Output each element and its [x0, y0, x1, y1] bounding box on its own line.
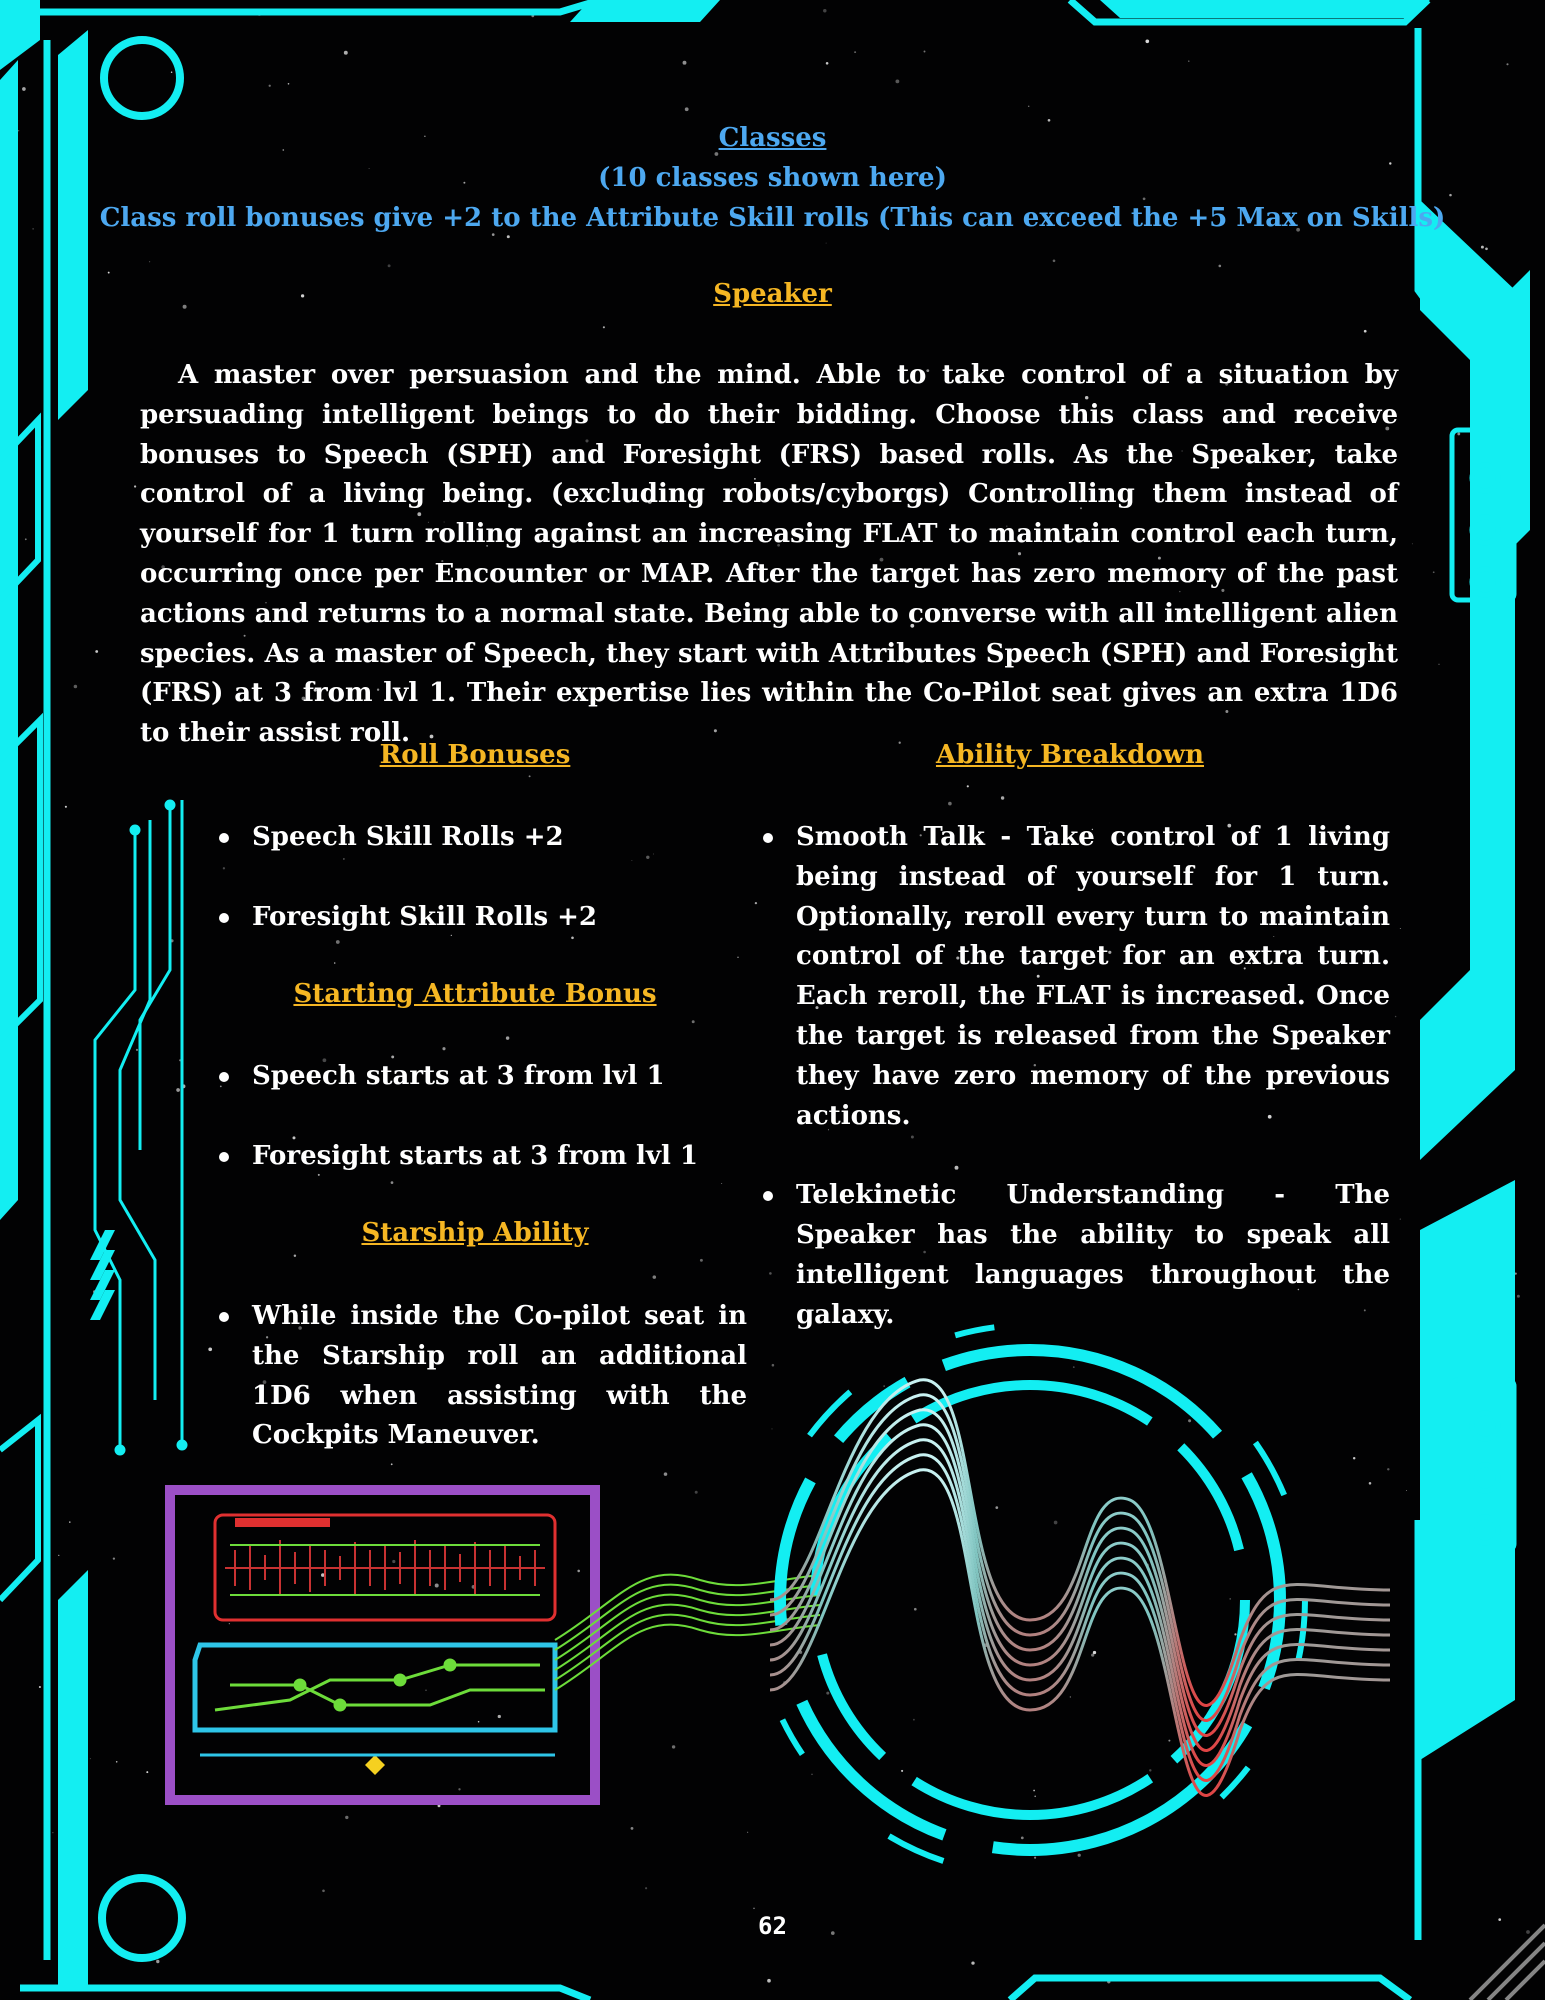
class-count-note: (10 classes shown here): [598, 163, 947, 193]
wave-emblem: [755, 1325, 1390, 1875]
red-waveform: [225, 1540, 545, 1596]
ability-breakdown-list: [796, 818, 1390, 1336]
starting-attribute-bonus-list: [252, 1057, 747, 1177]
page-header: [0, 118, 1545, 238]
audio-device-illustration: [170, 1490, 595, 1800]
page-number: 62: [758, 1912, 787, 1940]
ability-breakdown-heading: Ability Breakdown: [935, 740, 1205, 770]
starship-ability-list: [252, 1297, 747, 1456]
class-description: A master over persuasion and the mind. Able to take control of a situation by persuading intelligent beings to do their bidding. Choose this class and receive bonuses to Speech (SPH) and Foresight (FRS) based rolls. As the Speaker, take control of a living being. (excluding robots/cyborgs) Controlling them instead of yourself for 1 turn rolling against an increasing FLAT to maintain control each turn, occurring once per Encounter or MAP. After the target has zero memory of the past actions and returns to a normal state. Being able to converse with all intelligent alien species. As a master of Speech, they start with Attributes Speech (SPH) and Foresight (FRS) at 3 from lvl 1. Their expertise lies within the Co-Pilot seat gives an extra 1D6 to their assist roll.: [140, 360, 1398, 749]
list-item: Foresight Skill Rolls +2: [252, 898, 747, 938]
list-item: Speech starts at 3 from lvl 1: [252, 1057, 747, 1097]
starting-attribute-bonus-heading: Starting Attribute Bonus: [293, 979, 657, 1009]
roll-bonuses-list: [252, 818, 747, 938]
page-title: Classes: [718, 123, 827, 153]
right-side-decor: [1420, 200, 1530, 1760]
list-item: Telekinetic Understanding - The Speaker has the ability to speak all intelligent languages throughout the galaxy.: [796, 1176, 1390, 1335]
list-item: Smooth Talk - Take control of 1 living being instead of yourself for 1 turn. Optionally, reroll every turn to maintain control of the target for an extra turn. Each reroll, the FLAT is increased. Once the target is released from the Speaker they have zero memory of the previous actions.: [796, 818, 1390, 1136]
class-bonus-note: Class roll bonuses give +2 to the Attribute Skill rolls (This can exceed the +5 Max on Skills): [99, 203, 1446, 233]
list-item: Speech Skill Rolls +2: [252, 818, 747, 858]
top-left-circle: [104, 40, 180, 116]
left-circuit-lines: [95, 800, 186, 1454]
starship-ability-heading: Starship Ability: [361, 1218, 589, 1248]
class-name-heading: Speaker: [713, 279, 832, 309]
roll-bonuses-heading: Roll Bonuses: [379, 740, 571, 770]
list-item: Foresight starts at 3 from lvl 1: [252, 1137, 747, 1177]
list-item: While inside the Co-pilot seat in the Starship roll an additional 1D6 when assisting with the Cockpits Maneuver.: [252, 1297, 747, 1456]
green-circuit: [215, 1660, 545, 1710]
